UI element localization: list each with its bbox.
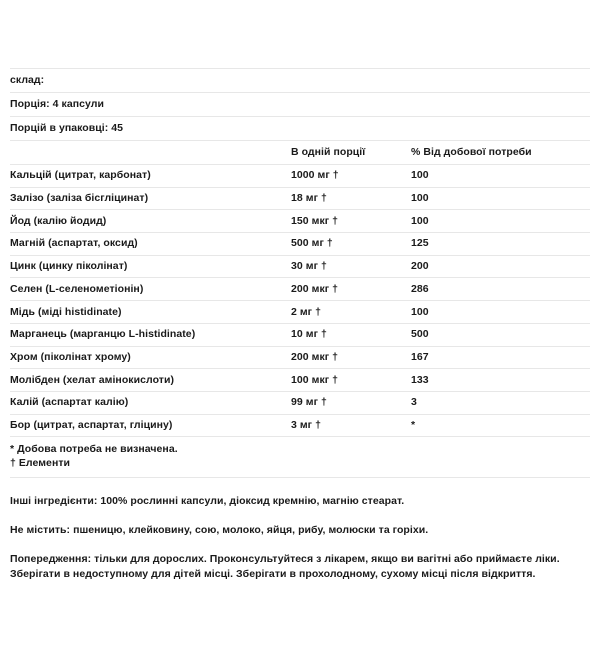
footnote-daily-value-not-established: * Добова потреба не визначена. [10, 443, 178, 456]
table-footnotes [10, 437, 590, 478]
nutrient-name: Калій (аспартат калію) [10, 396, 129, 409]
composition-label-row [10, 69, 590, 93]
serving-size-value: Порція: 4 капсули [10, 98, 104, 110]
nutrient-name: Бор (цитрат, аспартат, гліцину) [10, 418, 173, 431]
supplement-facts-table [10, 68, 590, 478]
warning-text: Попередження: тільки для дорослих. Проконсультуйтеся з лікарем, якщо ви вагітні або приймаєте ліки. Зберігати в недоступному для дітей місці. Зберігати в прохолодному, сухому місці після відкриття. [10, 553, 560, 581]
nutrient-amount: 30 мг † [291, 260, 327, 273]
composition-spacer-2 [291, 69, 411, 93]
nutrient-amount: 2 мг † [291, 305, 321, 318]
table-row [10, 187, 590, 210]
nutrient-daily-value: 200 [411, 260, 429, 273]
nutrient-name: Селен (L-селенометіонін) [10, 282, 144, 295]
nutrient-daily-value: 100 [411, 305, 429, 318]
table-row [10, 346, 590, 369]
nutrient-amount: 200 мкг † [291, 350, 339, 363]
nutrient-daily-value: 125 [411, 237, 429, 250]
table-row [10, 301, 590, 324]
nutrient-name: Мідь (міді histidinate) [10, 305, 122, 318]
table-row [10, 210, 590, 233]
nutrient-amount: 99 мг † [291, 396, 327, 409]
table-row [10, 233, 590, 256]
serving-size-spacer-2 [291, 93, 411, 117]
composition-label: склад: [10, 74, 45, 86]
nutrient-name: Магній (аспартат, оксид) [10, 237, 138, 250]
table-row [10, 391, 590, 414]
nutrient-name: Кальцій (цитрат, карбонат) [10, 169, 151, 182]
nutrient-amount: 3 мг † [291, 418, 321, 431]
nutrient-amount: 150 мкг † [291, 214, 339, 227]
notes-section [10, 494, 590, 582]
servings-per-container-value: Порцій в упаковці: 45 [10, 122, 124, 134]
nutrient-daily-value: 167 [411, 350, 429, 363]
nutrient-amount: 200 мкг † [291, 282, 339, 295]
serving-size-row [10, 93, 590, 117]
nutrient-daily-value: 100 [411, 192, 429, 205]
supplement-facts-body [10, 69, 590, 478]
other-ingredients-text: Інші інгредієнти: 100% рослинні капсули, діоксид кремнію, магнію стеарат. [10, 495, 405, 508]
servings-spacer-3 [411, 117, 590, 141]
servings-spacer-2 [291, 117, 411, 141]
column-header-nutrient [10, 141, 291, 165]
table-row [10, 414, 590, 437]
nutrient-daily-value: 286 [411, 282, 429, 295]
table-header-row [10, 141, 590, 165]
serving-size-spacer-3 [411, 93, 590, 117]
nutrient-name: Цинк (цинку піколінат) [10, 260, 128, 273]
nutrient-amount: 1000 мг † [291, 169, 339, 182]
table-row [10, 255, 590, 278]
servings-per-container-row [10, 117, 590, 141]
nutrient-daily-value: 500 [411, 328, 429, 341]
nutrient-name: Молібден (хелат амінокислоти) [10, 373, 175, 386]
table-row [10, 165, 590, 188]
composition-spacer-3 [411, 69, 590, 93]
nutrient-daily-value: 100 [411, 214, 429, 227]
table-row [10, 278, 590, 301]
nutrient-name: Марганець (марганцю L-histidinate) [10, 328, 196, 341]
nutrient-daily-value: * [411, 418, 416, 431]
nutrient-name: Залізо (заліза бісгліцинат) [10, 192, 149, 205]
table-footnotes-row [10, 437, 590, 478]
nutrient-amount: 500 мг † [291, 237, 333, 250]
footnote-elements: † Елементи [10, 456, 71, 469]
nutrient-name: Хром (піколінат хрому) [10, 350, 131, 363]
column-header-amount-per-serving: В одній порції [291, 146, 366, 158]
nutrient-amount: 18 мг † [291, 192, 327, 205]
nutrient-name: Йод (калію йодид) [10, 214, 107, 227]
nutrient-daily-value: 3 [411, 396, 417, 409]
table-row [10, 323, 590, 346]
column-header-daily-value: % Від добової потреби [411, 146, 532, 158]
free-from-text: Не містить: пшеницю, клейковину, сою, молоко, яйця, рибу, молюски та горіхи. [10, 524, 429, 537]
table-row [10, 369, 590, 392]
nutrient-amount: 10 мг † [291, 328, 327, 341]
nutrient-daily-value: 100 [411, 169, 429, 182]
supplement-facts-page [0, 68, 600, 668]
nutrient-daily-value: 133 [411, 373, 429, 386]
nutrient-amount: 100 мкг † [291, 373, 339, 386]
